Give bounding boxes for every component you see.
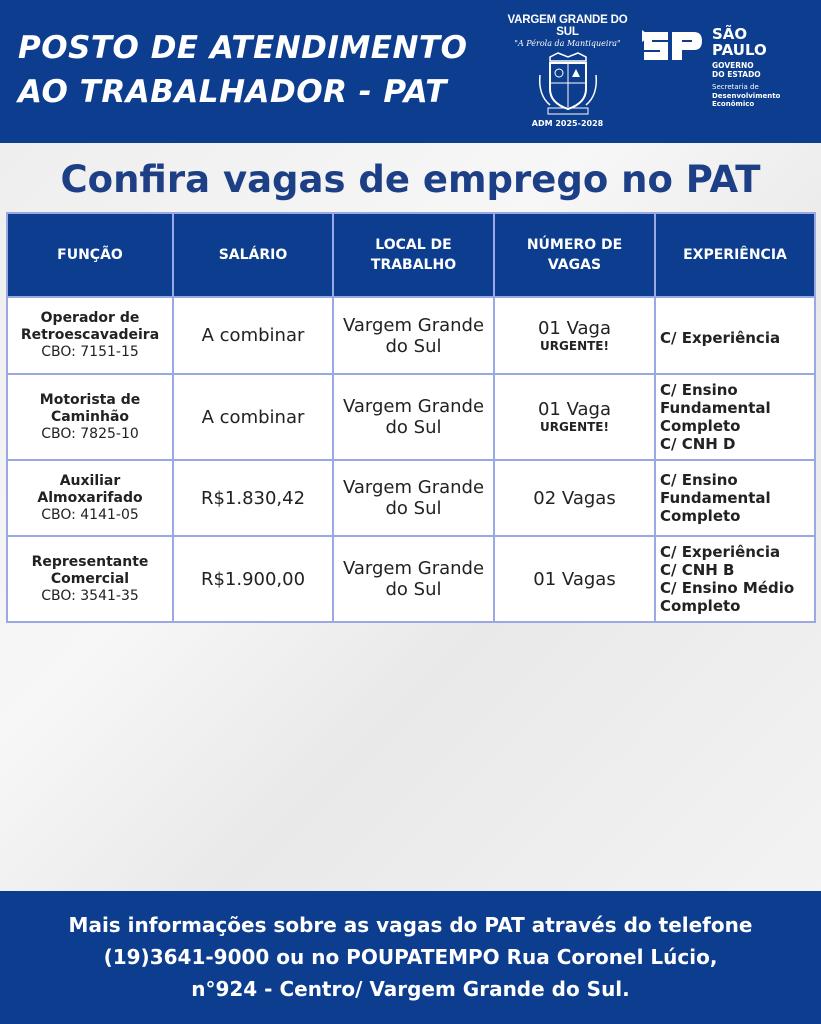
openings-cell: 02 Vagas xyxy=(494,460,655,536)
experience-cell: C/ Experiência xyxy=(655,297,815,374)
job-function-cell: Motorista de Caminhão CBO: 7825-10 xyxy=(7,374,173,460)
header-title-line1: POSTO DE ATENDIMENTO xyxy=(18,30,468,66)
page-headline: Confira vagas de emprego no PAT xyxy=(60,158,761,201)
footer-banner xyxy=(0,891,821,1024)
job-function-cell: Auxiliar Almoxarifado CBO: 4141-05 xyxy=(7,460,173,536)
table-row xyxy=(7,297,815,374)
cbo-code: CBO: 3541-35 xyxy=(41,587,139,604)
table-header-row xyxy=(7,213,815,297)
header-funcao: FUNÇÃO xyxy=(7,213,173,297)
table-row xyxy=(7,536,815,622)
salary-cell: R$1.900,00 xyxy=(173,536,333,622)
job-function-cell: Representante Comercial CBO: 3541-35 xyxy=(7,536,173,622)
job-openings-table xyxy=(6,212,816,623)
state-secretariat: Secretaria de Desenvolvimento Econômico xyxy=(712,83,781,108)
sp-logo-icon xyxy=(640,28,706,64)
openings-cell: 01 Vagas xyxy=(494,536,655,622)
sao-paulo-logo xyxy=(640,26,810,116)
experience-cell: C/ Ensino Fundamental Completo xyxy=(655,460,815,536)
openings-cell: 01 Vaga URGENTE! xyxy=(494,297,655,374)
header-title-line2: AO TRABALHADOR - PAT xyxy=(18,74,447,110)
location-cell: Vargem Grande do Sul xyxy=(333,374,494,460)
admin-period: ADM 2025-2028 xyxy=(531,119,604,128)
coat-of-arms-icon xyxy=(536,51,600,117)
location-cell: Vargem Grande do Sul xyxy=(333,297,494,374)
footer-line2: (19)3641-9000 ou no POUPATEMPO Rua Coronel Lúcio, xyxy=(103,945,718,969)
location-cell: Vargem Grande do Sul xyxy=(333,536,494,622)
header-salario: SALÁRIO xyxy=(173,213,333,297)
location-cell: Vargem Grande do Sul xyxy=(333,460,494,536)
cbo-code: CBO: 4141-05 xyxy=(41,506,139,523)
experience-cell: C/ Experiência C/ CNH B C/ Ensino Médio Completo xyxy=(655,536,815,622)
municipality-logo xyxy=(500,14,635,132)
salary-cell: A combinar xyxy=(173,297,333,374)
state-government: GOVERNO DO ESTADO xyxy=(712,61,761,79)
table-row xyxy=(7,460,815,536)
urgent-badge: URGENTE! xyxy=(540,420,609,434)
footer-line3: n°924 - Centro/ Vargem Grande do Sul. xyxy=(191,977,630,1001)
salary-cell: R$1.830,42 xyxy=(173,460,333,536)
openings-cell: 01 Vaga URGENTE! xyxy=(494,374,655,460)
header-title xyxy=(18,26,498,114)
experience-cell: C/ Ensino Fundamental Completo C/ CNH D xyxy=(655,374,815,460)
cbo-code: CBO: 7825-10 xyxy=(41,425,139,442)
urgent-badge: URGENTE! xyxy=(540,338,609,353)
header-vagas: NÚMERO DE VAGAS xyxy=(494,213,655,297)
cbo-code: CBO: 7151-15 xyxy=(41,344,139,360)
municipality-motto: "A Pérola da Mantiqueira" xyxy=(514,39,621,48)
salary-cell: A combinar xyxy=(173,374,333,460)
header-banner xyxy=(0,0,821,143)
municipality-name: VARGEM GRANDE DO SUL xyxy=(507,14,628,38)
header-local: LOCAL DE TRABALHO xyxy=(333,213,494,297)
table-row xyxy=(7,374,815,460)
header-experiencia: EXPERIÊNCIA xyxy=(655,213,815,297)
state-name: SÃO PAULO xyxy=(712,25,767,59)
footer-line1: Mais informações sobre as vagas do PAT através do telefone xyxy=(68,913,753,937)
job-function-cell: Operador de Retroescavadeira CBO: 7151-15 xyxy=(7,297,173,374)
